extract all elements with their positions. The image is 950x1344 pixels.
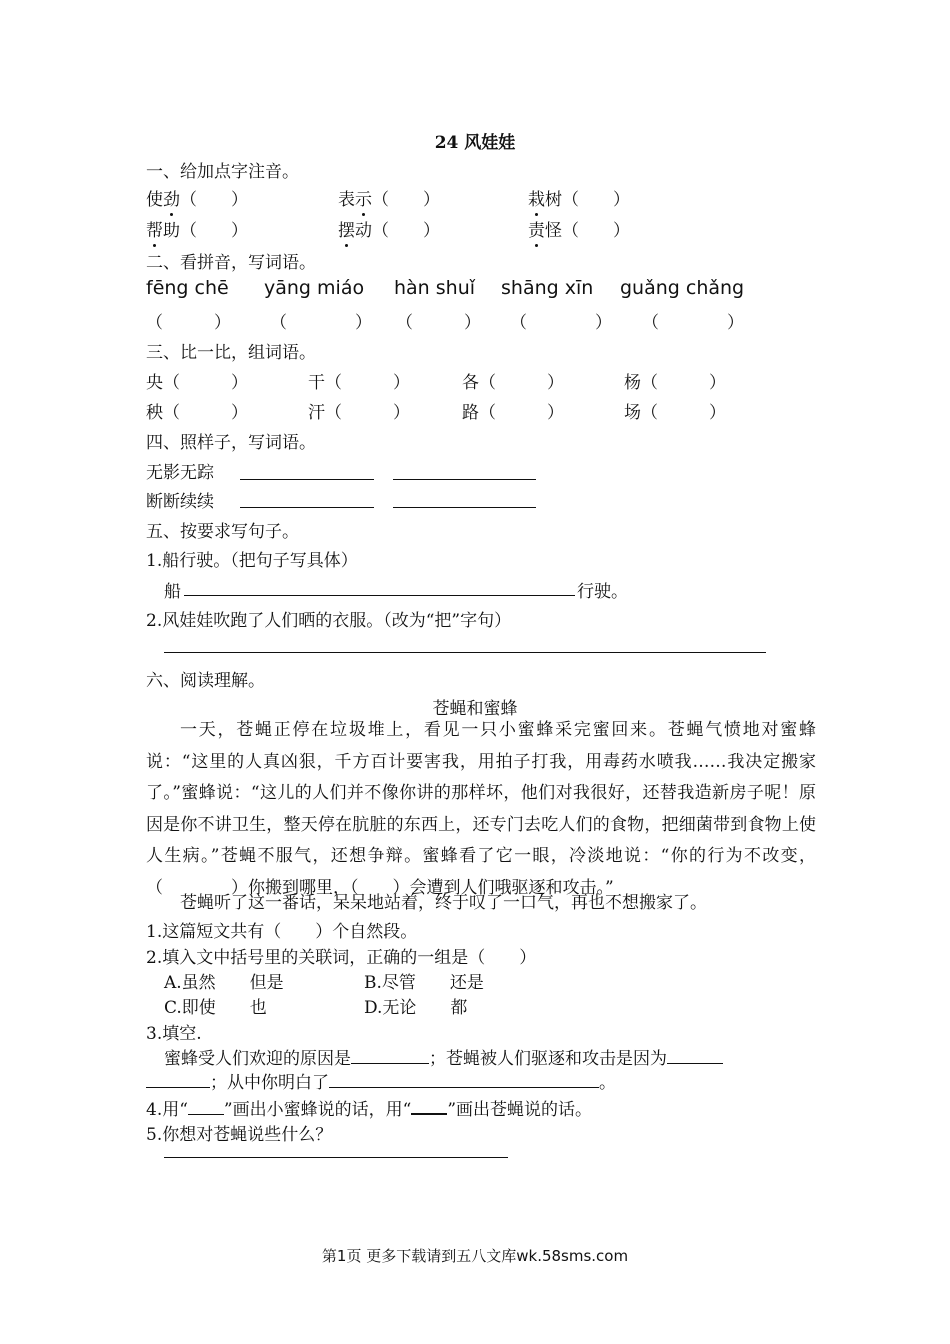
phonetic-item: 表示（ ） <box>338 185 440 210</box>
sentence-start: 船 <box>164 582 181 602</box>
phonetic-item: 摆动（ ） <box>338 216 440 241</box>
compare-item: 干（ ） <box>308 373 410 393</box>
section-6-heading: 六、阅读理解。 <box>146 671 265 691</box>
answer-line[interactable] <box>393 507 536 508</box>
answer-line[interactable] <box>164 1157 508 1158</box>
pinyin-word: fēng chē <box>146 277 229 299</box>
question: 4.用“ ”画出小蜜蜂说的话，用“ ”画出苍蝇说的话。 <box>146 1095 592 1120</box>
fill-line-1: 蜜蜂受人们欢迎的原因是 ；苍蝇被人们驱逐和攻击是因为 <box>164 1044 723 1069</box>
answer-paren: （ ） <box>510 313 612 333</box>
phonetic-item: 帮助（ ） <box>146 216 248 241</box>
section-3-heading: 三、比一比，组词语。 <box>146 343 316 363</box>
fill-line-2: ；从中你明白了 。 <box>146 1068 616 1093</box>
option[interactable]: D.无论 都 <box>364 998 468 1018</box>
question: 2.填入文中括号里的关联词，正确的一组是（ ） <box>146 948 537 968</box>
pinyin-word: hàn shuǐ <box>394 277 476 299</box>
story-paragraph: 一天，苍蝇正停在垃圾堆上，看见一只小蜜蜂采完蜜回来。苍蝇气愤地对蜜蜂说：“这里的人真凶狠，千方百计要害我，用拍子打我，用毒药水喷我……我决定搬家了。”蜜蜂说：“这儿的人们并不像你讲的那样坏，他们对我很好，还替我造新房子呢！原因是你不讲卫生，整天停在肮脏的东西上，还专门去吃人们的食物，把细菌带到食物上使人生病。”苍蝇不服气，还想争辩。蜜蜂看了它一眼，冷淡地说：“你的行为不改变，（ ）你搬到哪里，（ ）会遭到人们哦驱逐和攻击。” <box>146 720 816 898</box>
option[interactable]: C.即使 也 <box>164 998 267 1018</box>
answer-line[interactable] <box>164 652 766 653</box>
compare-item: 央（ ） <box>146 373 248 393</box>
sentence-end: 行驶。 <box>577 582 628 602</box>
answer-paren: （ ） <box>270 313 372 333</box>
answer-line[interactable] <box>393 479 536 480</box>
option[interactable]: B.尽管 还是 <box>364 973 484 993</box>
story-title: 苍蝇和蜜蜂 <box>432 699 518 719</box>
answer-paren: （ ） <box>146 313 231 333</box>
pinyin-word: guǎng chǎng <box>620 277 745 299</box>
example-word: 无影无踪 <box>146 463 214 483</box>
answer-line[interactable] <box>184 595 575 596</box>
option[interactable]: A.虽然 但是 <box>164 973 284 993</box>
answer-paren: （ ） <box>396 313 481 333</box>
pinyin-word: yāng miáo <box>264 277 365 299</box>
answer-line[interactable] <box>240 507 374 508</box>
question: 2.风娃娃吹跑了人们晒的衣服。（改为“把”字句） <box>146 611 512 631</box>
story-paragraph: 苍蝇听了这一番话，呆呆地站着，终于叹了一口气，再也不想搬家了。 <box>180 893 707 913</box>
section-4-heading: 四、照样子，写词语。 <box>146 433 316 453</box>
page-title: 24 风娃娃 <box>434 133 516 153</box>
answer-line[interactable] <box>240 479 374 480</box>
site-link[interactable]: wk.58sms.com <box>516 1247 629 1265</box>
section-5-heading: 五、按要求写句子。 <box>146 522 299 542</box>
section-1-heading: 一、给加点字注音。 <box>146 162 299 182</box>
compare-item: 杨（ ） <box>624 373 726 393</box>
compare-item: 秧（ ） <box>146 403 248 423</box>
question: 1.船行驶。（把句子写具体） <box>146 551 358 571</box>
question: 3.填空. <box>146 1024 202 1044</box>
page-footer: 第1页 更多下载请到五八文库wk.58sms.com <box>321 1247 629 1265</box>
question: 1.这篇短文共有（ ）个自然段。 <box>146 922 418 942</box>
phonetic-item: 栽树（ ） <box>528 185 630 210</box>
section-2-heading: 二、看拼音，写词语。 <box>146 253 316 273</box>
answer-paren: （ ） <box>642 313 744 333</box>
phonetic-item: 责怪（ ） <box>528 216 630 241</box>
phonetic-item: 使劲（ ） <box>146 185 248 210</box>
compare-item: 路（ ） <box>462 403 564 423</box>
compare-item: 场（ ） <box>624 403 726 423</box>
pinyin-word: shāng xīn <box>501 277 594 299</box>
compare-item: 各（ ） <box>462 373 564 393</box>
compare-item: 汗（ ） <box>308 403 410 423</box>
example-word: 断断续续 <box>146 492 214 512</box>
question: 5.你想对苍蝇说些什么？ <box>146 1125 333 1145</box>
